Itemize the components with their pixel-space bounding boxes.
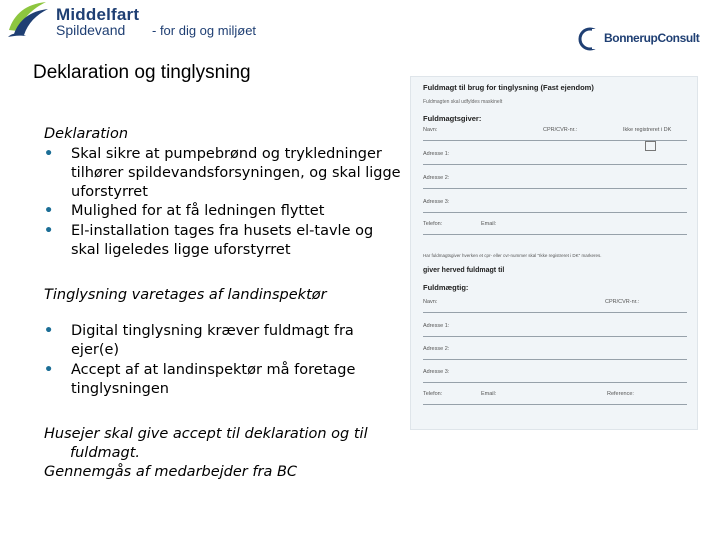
page-title: Deklaration og tinglysning [33,62,251,83]
closing-line-2: Gennemgås af medarbejder fra BC [44,464,298,480]
form-label: Email: [481,391,497,397]
form-label: Adresse 2: [423,175,450,181]
tinglysning-bullet [44,361,404,399]
form-checkbox [645,141,656,151]
fuldmagt-form-image [410,76,698,430]
bullet-icon: • [44,362,54,378]
partner-logo-text: BonnerupConsult [604,31,700,45]
closing-line-1-cont: fuldmagt. [70,445,141,461]
form-label: Telefon: [423,221,443,227]
deklaration-bullet [44,222,404,260]
bullet-icon: • [44,203,54,219]
brand-name: Middelfart [56,5,140,24]
form-row [423,199,687,213]
form-row [423,299,687,313]
form-label: Adresse 3: [423,369,450,375]
form-row [423,369,687,383]
form-row [423,127,687,141]
bullet-icon: • [44,223,54,239]
form-label: Navn: [423,299,438,305]
deklaration-bullet [44,145,404,202]
deklaration-heading: Deklaration [44,126,129,142]
bullet-icon: • [44,323,54,339]
form-row [423,346,687,360]
form-label: CPR/CVR-nr.: [543,127,578,133]
closing-line-1: Husejer skal give accept til deklaration og til [44,426,368,442]
form-row [423,151,687,165]
brand-tagline: - for dig og miljøet [152,23,257,38]
form-row [423,391,687,405]
bullet-text: Skal sikre at pumpebrønd og trykledninger tilhører spildevandsforsyningen, og skal ligge uforstyrret [71,146,401,200]
form-label: Adresse 1: [423,151,450,157]
middelfart-spildevand-logo-icon [6,0,50,38]
form-label: Adresse 2: [423,346,450,352]
form-label: Reference: [607,391,634,397]
form-giver-text: giver herved fuldmagt til [423,267,505,274]
tinglysning-bullet [44,322,404,360]
deklaration-bullet [44,202,404,221]
form-section-giver: Fuldmagtsgiver: [423,114,482,123]
form-title: Fuldmagt til brug for tinglysning (Fast ejendom) [423,83,594,92]
form-section-fuldmaegtig: Fuldmægtig: [423,283,469,292]
bullet-icon: • [44,146,54,162]
form-note: Har fuldmagtsgiver hverken et cpr- eller cvr-nummer skal "Ikke registreret i DK" markeres. [423,253,602,258]
tinglysning-heading: Tinglysning varetages af landinspektør [44,287,327,303]
form-label: Telefon: [423,391,443,397]
form-label: Adresse 3: [423,199,450,205]
form-subtitle: Fuldmagten skal udfyldes maskinelt [423,99,503,105]
form-row [423,175,687,189]
form-label: Adresse 1: [423,323,450,329]
bonnerup-consult-logo-icon [578,27,602,51]
bullet-text: El-installation tages fra husets el-tavle og skal ligeledes ligge uforstyrret [71,223,374,258]
form-row [423,221,687,235]
bullet-text: Accept af at landinspektør må foretage tinglysningen [71,362,356,397]
form-label: CPR/CVR-nr.: [605,299,640,305]
form-label: Email: [481,221,497,227]
brand-subname: Spildevand [56,22,126,38]
form-row [423,323,687,337]
closing-note [44,425,394,482]
form-label: Navn: [423,127,438,133]
bullet-text: Mulighed for at få ledningen flyttet [71,203,325,219]
bullet-text: Digital tinglysning kræver fuldmagt fra ejer(e) [71,323,354,358]
form-label: Ikke registreret i DK [623,127,672,133]
